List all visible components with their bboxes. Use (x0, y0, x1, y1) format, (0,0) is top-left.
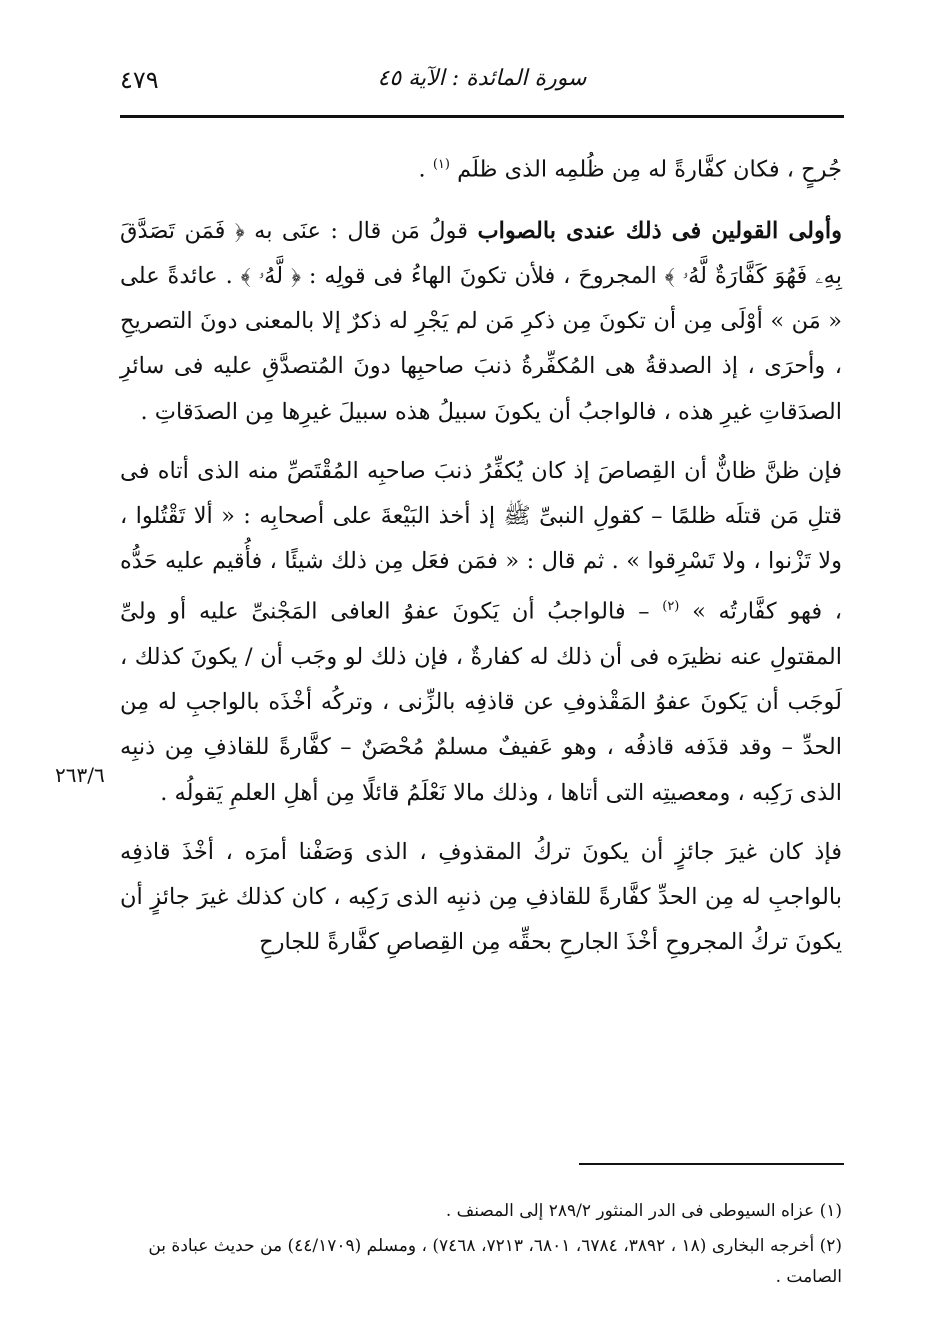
margin-reference: ٢٦٣/٦ (55, 763, 105, 787)
text: جُرحٍ ، فكان كفَّارةً له مِن ظُلمِه الذى ظلَم (457, 156, 842, 183)
page-number: ٤٧٩ (120, 66, 159, 94)
bold-phrase: وأولى القولين فى ذلك عندى بالصواب (477, 217, 842, 244)
text: قولُ مَن قال : عنَى به (244, 217, 478, 244)
text: – فالواجبُ أن يَكونَ عفوُ العافى المَجْنىِّ عليه أو ولىِّ المقتولِ عنه نظيرَه فى أن ذلك له كفارةٌ ، فإن ذلك لو وجَب أن / يكونَ كذلك ، لَوجَب أن يَكونَ عفوُ المَقْذوفِ عن قاذفِه بالزِّنى ، وتركُه أخْذَه بالواجبِ له مِن الحدِّ – وقد قذَفه قاذفُه ، وهو عَفيفٌ مسلمٌ مُحْصَنٌ – كفَّارةً للقاذفِ مِن ذنبِه الذى رَكِبه ، ومعصيتِه التى أتاها ، وذلك مالا نَعْلَمُ قائلًا مِن أهلِ العلمِ يَقولُه . (120, 598, 842, 806)
running-head: سورة المائدة : الآية ٤٥ (377, 66, 587, 91)
text: فإن ظنَّ ظانٌّ أن القِصاصَ إذ كان يُكفِّرُ ذنبَ صاحبِه المُقْتَصِّ منه الذى أتاه فى قتلِ مَن قتلَه ظلمًا – كقولِ النبىِّ ﷺ إذ أخذ البَيْعةَ على أصحابِه : « ألا تَقْتُلوا ، ولا تَزْنوا ، ولا تَسْرِقوا » . ثم قال : « فمَن فعَل مِن ذلك شيئًا ، فأُقيم عليه حَدُّه ، فهو كفَّارتُه » (120, 457, 843, 625)
footnote: (١) عزاه السيوطى فى الدر المنثور ٢٨٩/٢ إلى المصنف . (445, 1201, 842, 1221)
header-rule (120, 115, 844, 118)
footnote-marker: (١) (432, 157, 450, 172)
text: فإذ كان غيرَ جائزٍ أن يكونَ تركُ المقذوفِ ، الذى وَصَفْنا أمرَه ، أخْذَ قاذفِه بالواجبِ له مِن الحدِّ كفَّارةً للقاذفِ مِن ذنبِه الذى رَكِبه ، كان كذلك غيرَ جائزٍ أن يكونَ تركُ المجروحِ أخْذَ الجارحِ بحقِّه مِن القِصاصِ كفَّارةً للجارحِ (120, 838, 842, 956)
paragraph (120, 449, 842, 816)
text: المجروحَ ، فلأن تكونَ الهاءُ فى قولِه : (300, 262, 665, 289)
text: . عائدةً على « مَن » أوْلَى مِن أن تكونَ مِن ذكرِ مَن لم يَجْرِ له ذكرٌ إلا بالمعنى دونَ التصريحِ ، وأحرَى ، إذ الصدقةُ هى المُكفِّرةُ ذنبَ صاحبِها دونَ المُتصدَّقِ عليه فى سائرِ الصدَقاتِ غيرِ هذه ، فالواجبُ أن يكونَ سبيلُ هذه سبيلَ غيرِها مِن الصدَقاتِ . (120, 262, 842, 425)
paragraph (120, 142, 842, 193)
footnote: (٢) أخرجه البخارى (١٨ ، ٣٨٩٢، ٦٧٨٤، ٦٨٠١، ٧٢١٣، ٧٤٦٨) ، ومسلم (٤٤/١٧٠٩) من حديث عبادة بن الصامت . (148, 1236, 842, 1287)
paragraph (120, 209, 842, 435)
page-header (120, 62, 844, 102)
quran-verse: ﴿ فَمَن تَصَدَّقَ بِهِۦ فَهُوَ كَفَّارَةٌ لَّهُۥ ﴾ (120, 217, 842, 289)
footnotes (120, 1196, 842, 1297)
footnote-rule (579, 1163, 844, 1165)
quran-verse: ﴿ لَّهُۥ ﴾ (240, 262, 301, 289)
text: . (418, 156, 433, 183)
footnote-marker: (٢) (662, 599, 680, 615)
paragraph (120, 830, 842, 966)
main-text (120, 142, 842, 979)
